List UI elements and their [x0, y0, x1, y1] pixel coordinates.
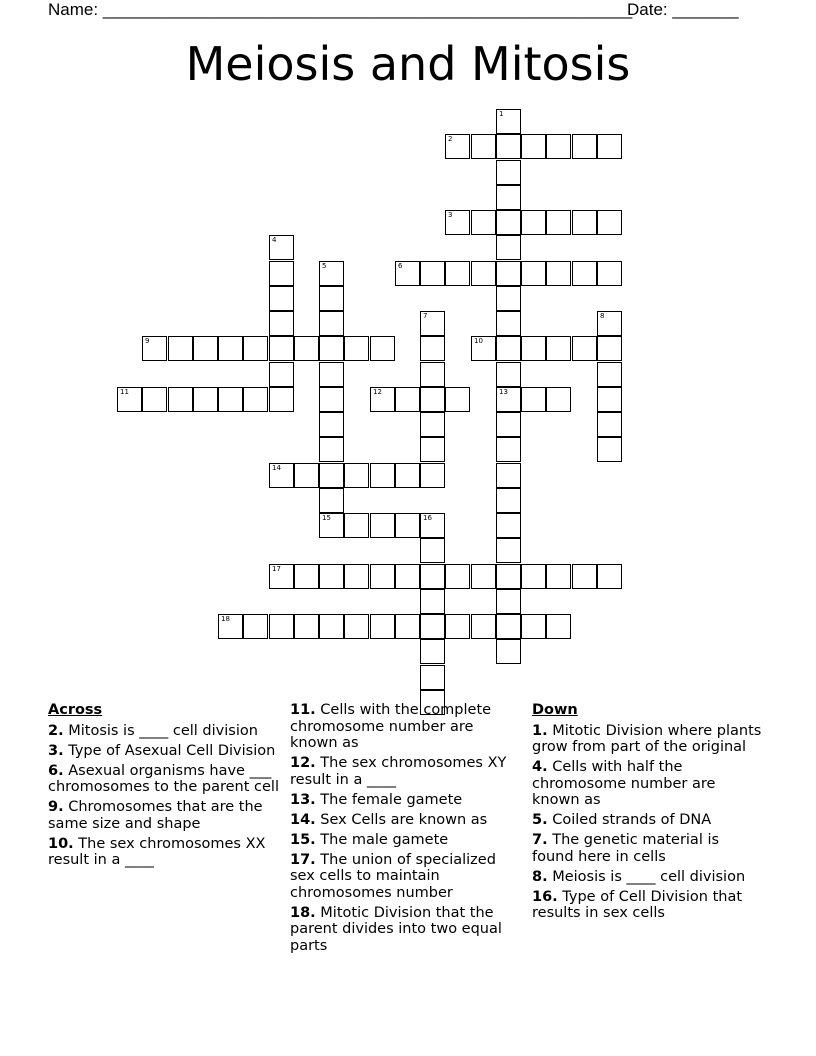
crossword-cell[interactable] [597, 387, 622, 412]
clue-across [290, 832, 522, 849]
crossword-cell[interactable] [319, 564, 344, 589]
crossword-cell[interactable] [521, 387, 546, 412]
clue-number: 16. [532, 888, 558, 905]
clue-across [48, 799, 280, 832]
clue-text: Asexual organisms have ___ chromosomes to the parent cell [48, 762, 279, 795]
down-column [532, 702, 764, 925]
cell-number: 3 [448, 211, 453, 219]
crossword-cell[interactable] [521, 261, 546, 286]
crossword-cell[interactable] [496, 488, 521, 513]
clue-text: Type of Cell Division that results in sex cells [532, 888, 743, 921]
cell-number: 9 [145, 337, 150, 345]
crossword-cell[interactable] [471, 336, 496, 361]
clue-across [290, 905, 522, 955]
crossword-cell[interactable] [142, 336, 167, 361]
page-title: Meiosis and Mitosis [185, 37, 631, 91]
clue-text: The union of specialized sex cells to maintain chromosomes number [290, 851, 496, 901]
cell-number: 6 [398, 262, 403, 270]
crossword-cell[interactable] [319, 513, 344, 538]
crossword-cell[interactable] [344, 336, 369, 361]
clue-down [532, 869, 764, 886]
crossword-cell[interactable] [496, 311, 521, 336]
crossword-cell[interactable] [269, 564, 294, 589]
crossword-cell[interactable] [344, 564, 369, 589]
across-column-continued [290, 702, 522, 958]
crossword-cell[interactable] [269, 286, 294, 311]
crossword-cell[interactable] [319, 412, 344, 437]
clue-text: The genetic material is found here in cells [532, 832, 720, 865]
cell-number: 7 [423, 312, 428, 320]
clue-down [532, 759, 764, 809]
crossword-cell[interactable] [445, 210, 470, 235]
crossword-cell[interactable] [496, 412, 521, 437]
header [48, 0, 768, 20]
crossword-cell[interactable] [572, 336, 597, 361]
crossword-cell[interactable] [142, 387, 167, 412]
clue-number: 15. [290, 831, 316, 848]
crossword-cell[interactable] [597, 437, 622, 462]
crossword-cell[interactable] [471, 134, 496, 159]
clue-down [532, 723, 764, 756]
crossword-cell[interactable] [597, 311, 622, 336]
crossword-cell[interactable] [395, 387, 420, 412]
crossword-cell[interactable] [168, 387, 193, 412]
crossword-cell[interactable] [445, 134, 470, 159]
crossword-cell[interactable] [445, 614, 470, 639]
crossword-cell[interactable] [319, 463, 344, 488]
crossword-cell[interactable] [445, 261, 470, 286]
crossword-cell[interactable] [521, 210, 546, 235]
crossword-cell[interactable] [294, 336, 319, 361]
crossword-cell[interactable] [496, 185, 521, 210]
crossword-cell[interactable] [572, 210, 597, 235]
crossword-cell[interactable] [420, 463, 445, 488]
cell-number: 8 [600, 312, 605, 320]
crossword-cell[interactable] [496, 437, 521, 462]
crossword-cell[interactable] [420, 412, 445, 437]
clue-down [532, 832, 764, 865]
crossword-cell[interactable] [269, 311, 294, 336]
crossword-cell[interactable] [420, 513, 445, 538]
clue-down [532, 812, 764, 829]
crossword-cell[interactable] [496, 387, 521, 412]
clue-across [48, 743, 280, 760]
clue-number: 9. [48, 799, 64, 815]
crossword-cell[interactable] [521, 336, 546, 361]
crossword-cell[interactable] [546, 134, 571, 159]
crossword-cell[interactable] [319, 614, 344, 639]
crossword-cell[interactable] [471, 210, 496, 235]
crossword-cell[interactable] [471, 261, 496, 286]
crossword-cell[interactable] [546, 210, 571, 235]
crossword-cell[interactable] [420, 665, 445, 690]
crossword-cell[interactable] [344, 513, 369, 538]
name-field-label[interactable]: Name: ________________________________________________________ [48, 0, 633, 19]
crossword-cell[interactable] [420, 614, 445, 639]
crossword-cell[interactable] [471, 614, 496, 639]
cell-number: 5 [322, 262, 327, 270]
clue-across [290, 852, 522, 902]
clue-number: 14. [290, 811, 316, 828]
crossword-cell[interactable] [420, 538, 445, 563]
cell-number: 4 [272, 236, 277, 244]
clue-text: Chromosomes that are the same size and shape [48, 799, 263, 832]
clue-number: 18. [290, 904, 316, 921]
cell-number: 11 [120, 388, 129, 396]
crossword-cell[interactable] [193, 387, 218, 412]
crossword-cell[interactable] [496, 538, 521, 563]
crossword-cell[interactable] [269, 614, 294, 639]
date-field-label[interactable]: Date: _______ [627, 0, 739, 19]
clue-number: 8. [532, 868, 548, 885]
crossword-cell[interactable] [319, 336, 344, 361]
crossword-cell[interactable] [496, 286, 521, 311]
cell-number: 14 [272, 464, 281, 472]
clue-across [48, 723, 280, 740]
crossword-cell[interactable] [546, 564, 571, 589]
clue-text: Type of Asexual Cell Division [68, 742, 276, 759]
crossword-cell[interactable] [521, 614, 546, 639]
crossword-cell[interactable] [420, 261, 445, 286]
crossword-cell[interactable] [572, 134, 597, 159]
crossword-cell[interactable] [218, 336, 243, 361]
crossword-cell[interactable] [420, 589, 445, 614]
cell-number: 10 [474, 337, 483, 345]
crossword-cell[interactable] [395, 463, 420, 488]
crossword-cell[interactable] [117, 387, 142, 412]
crossword-cell[interactable] [243, 614, 268, 639]
crossword-cell[interactable] [496, 463, 521, 488]
crossword-cell[interactable] [420, 336, 445, 361]
clue-text: The sex chromosomes XX result in a ____ [48, 835, 266, 868]
crossword-cell[interactable] [243, 336, 268, 361]
crossword-cell[interactable] [496, 336, 521, 361]
crossword-cell[interactable] [395, 261, 420, 286]
clue-across [290, 702, 522, 752]
crossword-cell[interactable] [193, 336, 218, 361]
crossword-cell[interactable] [294, 564, 319, 589]
cell-number: 1 [499, 110, 504, 118]
clue-text: Mitotic Division that the parent divides into two equal parts [290, 904, 502, 954]
cell-number: 12 [373, 388, 382, 396]
down-heading: Down [532, 702, 578, 718]
crossword-cell[interactable] [445, 564, 470, 589]
clue-text: The sex chromosomes XY result in a ____ [290, 755, 507, 788]
crossword-cell[interactable] [420, 639, 445, 664]
clue-text: The female gamete [320, 791, 463, 808]
crossword-cell[interactable] [243, 387, 268, 412]
clue-text: The male gamete [320, 831, 449, 848]
crossword-cell[interactable] [546, 261, 571, 286]
crossword-cell[interactable] [370, 336, 395, 361]
crossword-cell[interactable] [218, 614, 243, 639]
crossword-cell[interactable] [496, 160, 521, 185]
crossword-cell[interactable] [420, 564, 445, 589]
clue-number: 11. [290, 702, 316, 718]
clue-number: 13. [290, 791, 316, 808]
clue-across [48, 763, 280, 796]
clue-number: 5. [532, 812, 548, 828]
clue-text: Cells with half the chromosome number are known as [532, 759, 716, 808]
across-column [48, 702, 280, 872]
crossword-cell[interactable] [168, 336, 193, 361]
crossword-cell[interactable] [597, 564, 622, 589]
crossword-cell[interactable] [319, 286, 344, 311]
crossword-cell[interactable] [294, 463, 319, 488]
cell-number: 13 [499, 388, 508, 396]
crossword-cell[interactable] [420, 387, 445, 412]
crossword-cell[interactable] [496, 210, 521, 235]
crossword-cell[interactable] [496, 564, 521, 589]
clue-number: 17. [290, 851, 316, 868]
crossword-cell[interactable] [319, 362, 344, 387]
crossword-cell[interactable] [319, 387, 344, 412]
crossword-cell[interactable] [597, 336, 622, 361]
crossword-cell[interactable] [269, 387, 294, 412]
crossword-cell[interactable] [395, 614, 420, 639]
crossword-cell[interactable] [218, 387, 243, 412]
crossword-cell[interactable] [344, 463, 369, 488]
crossword-cell[interactable] [395, 564, 420, 589]
crossword-cell[interactable] [420, 311, 445, 336]
clue-number: 12. [290, 755, 316, 771]
crossword-cell[interactable] [546, 336, 571, 361]
crossword-cell[interactable] [344, 614, 369, 639]
crossword-cell[interactable] [319, 437, 344, 462]
crossword-cell[interactable] [319, 261, 344, 286]
crossword-cell[interactable] [294, 614, 319, 639]
cell-number: 2 [448, 135, 453, 143]
crossword-cell[interactable] [546, 387, 571, 412]
clue-text: Mitotic Division where plants grow from part of the original [532, 722, 762, 755]
crossword-cell[interactable] [597, 134, 622, 159]
crossword-cell[interactable] [420, 437, 445, 462]
crossword-cell[interactable] [496, 639, 521, 664]
crossword-cell[interactable] [496, 109, 521, 134]
clue-number: 7. [532, 832, 548, 848]
crossword-cell[interactable] [319, 311, 344, 336]
crossword-cell[interactable] [370, 463, 395, 488]
crossword-cell[interactable] [597, 210, 622, 235]
clue-text: Coiled strands of DNA [552, 812, 712, 828]
crossword-cell[interactable] [496, 134, 521, 159]
crossword-cell[interactable] [370, 513, 395, 538]
cell-number: 16 [423, 514, 432, 522]
cell-number: 15 [322, 514, 331, 522]
clue-number: 3. [48, 742, 64, 759]
clue-number: 6. [48, 762, 64, 779]
clue-number: 2. [48, 722, 64, 739]
crossword-cell[interactable] [521, 134, 546, 159]
crossword-cell[interactable] [370, 614, 395, 639]
crossword-cell[interactable] [496, 235, 521, 260]
crossword-cell[interactable] [269, 463, 294, 488]
clue-text: Cells with the complete chromosome number are known as [290, 702, 492, 751]
cell-number: 18 [221, 615, 230, 623]
crossword-cell[interactable] [496, 614, 521, 639]
crossword-cell[interactable] [370, 387, 395, 412]
crossword-cell[interactable] [572, 564, 597, 589]
crossword-cell[interactable] [370, 564, 395, 589]
clue-across [290, 812, 522, 829]
crossword-cell[interactable] [496, 261, 521, 286]
clue-down [532, 889, 764, 922]
crossword-cell[interactable] [445, 387, 470, 412]
crossword-cell[interactable] [319, 488, 344, 513]
clue-across [48, 836, 280, 869]
clue-across [290, 792, 522, 809]
clue-number: 1. [532, 722, 548, 739]
crossword-cell[interactable] [269, 336, 294, 361]
clue-across [290, 755, 522, 788]
crossword-cell[interactable] [597, 362, 622, 387]
crossword-cell[interactable] [420, 362, 445, 387]
crossword-cell[interactable] [597, 412, 622, 437]
clue-number: 10. [48, 835, 74, 852]
clue-text: Sex Cells are known as [320, 811, 488, 828]
crossword-cell[interactable] [496, 513, 521, 538]
cell-number: 17 [272, 565, 281, 573]
crossword-cell[interactable] [395, 513, 420, 538]
crossword-cell[interactable] [269, 235, 294, 260]
crossword-cell[interactable] [572, 261, 597, 286]
clue-text: Mitosis is ____ cell division [68, 722, 258, 739]
clue-number: 4. [532, 759, 548, 775]
crossword-cell[interactable] [471, 564, 496, 589]
crossword-cell[interactable] [597, 261, 622, 286]
crossword-cell[interactable] [521, 564, 546, 589]
across-heading: Across [48, 702, 103, 718]
crossword-cell[interactable] [269, 261, 294, 286]
clue-text: Meiosis is ____ cell division [552, 868, 746, 885]
crossword-cell[interactable] [546, 614, 571, 639]
crossword-cell[interactable] [496, 362, 521, 387]
crossword-cell[interactable] [269, 362, 294, 387]
crossword-cell[interactable] [496, 589, 521, 614]
